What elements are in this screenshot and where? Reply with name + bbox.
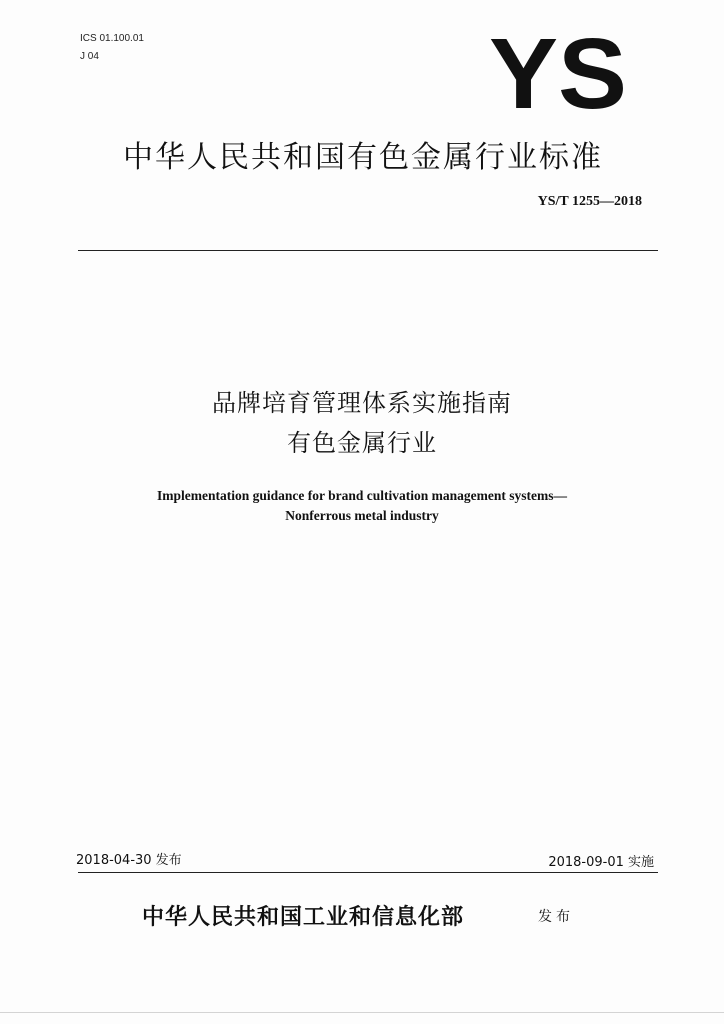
chinese-title-line-2: 有色金属行业 (287, 429, 437, 457)
issue-label: 发布 (538, 909, 574, 925)
chinese-title-line-1: 品牌培育管理体系实施指南 (212, 389, 512, 417)
english-title (62, 486, 662, 526)
issue-date: 2018-04-30 发布 (76, 853, 182, 868)
english-title-line-2: Nonferrous metal industry (285, 508, 439, 523)
issuing-authority: 中华人民共和国工业和信息化部 (142, 904, 465, 930)
ccs-code: J 04 (80, 51, 99, 62)
ics-code: ICS 01.100.01 (80, 33, 144, 44)
classification-codes (80, 30, 144, 66)
chinese-title (62, 383, 662, 463)
scan-edge-line (0, 1012, 724, 1013)
english-title-line-1: Implementation guidance for brand cultivation management systems— (157, 488, 567, 503)
effective-date: 2018-09-01 实施 (548, 855, 654, 870)
header-divider (78, 250, 658, 251)
footer-divider (78, 872, 658, 873)
standard-number: YS/T 1255—2018 (537, 194, 642, 209)
svg-text:YS: YS (489, 30, 627, 116)
industry-standard-title: 中华人民共和国有色金属行业标准 (123, 140, 603, 175)
ys-logo (486, 30, 630, 116)
